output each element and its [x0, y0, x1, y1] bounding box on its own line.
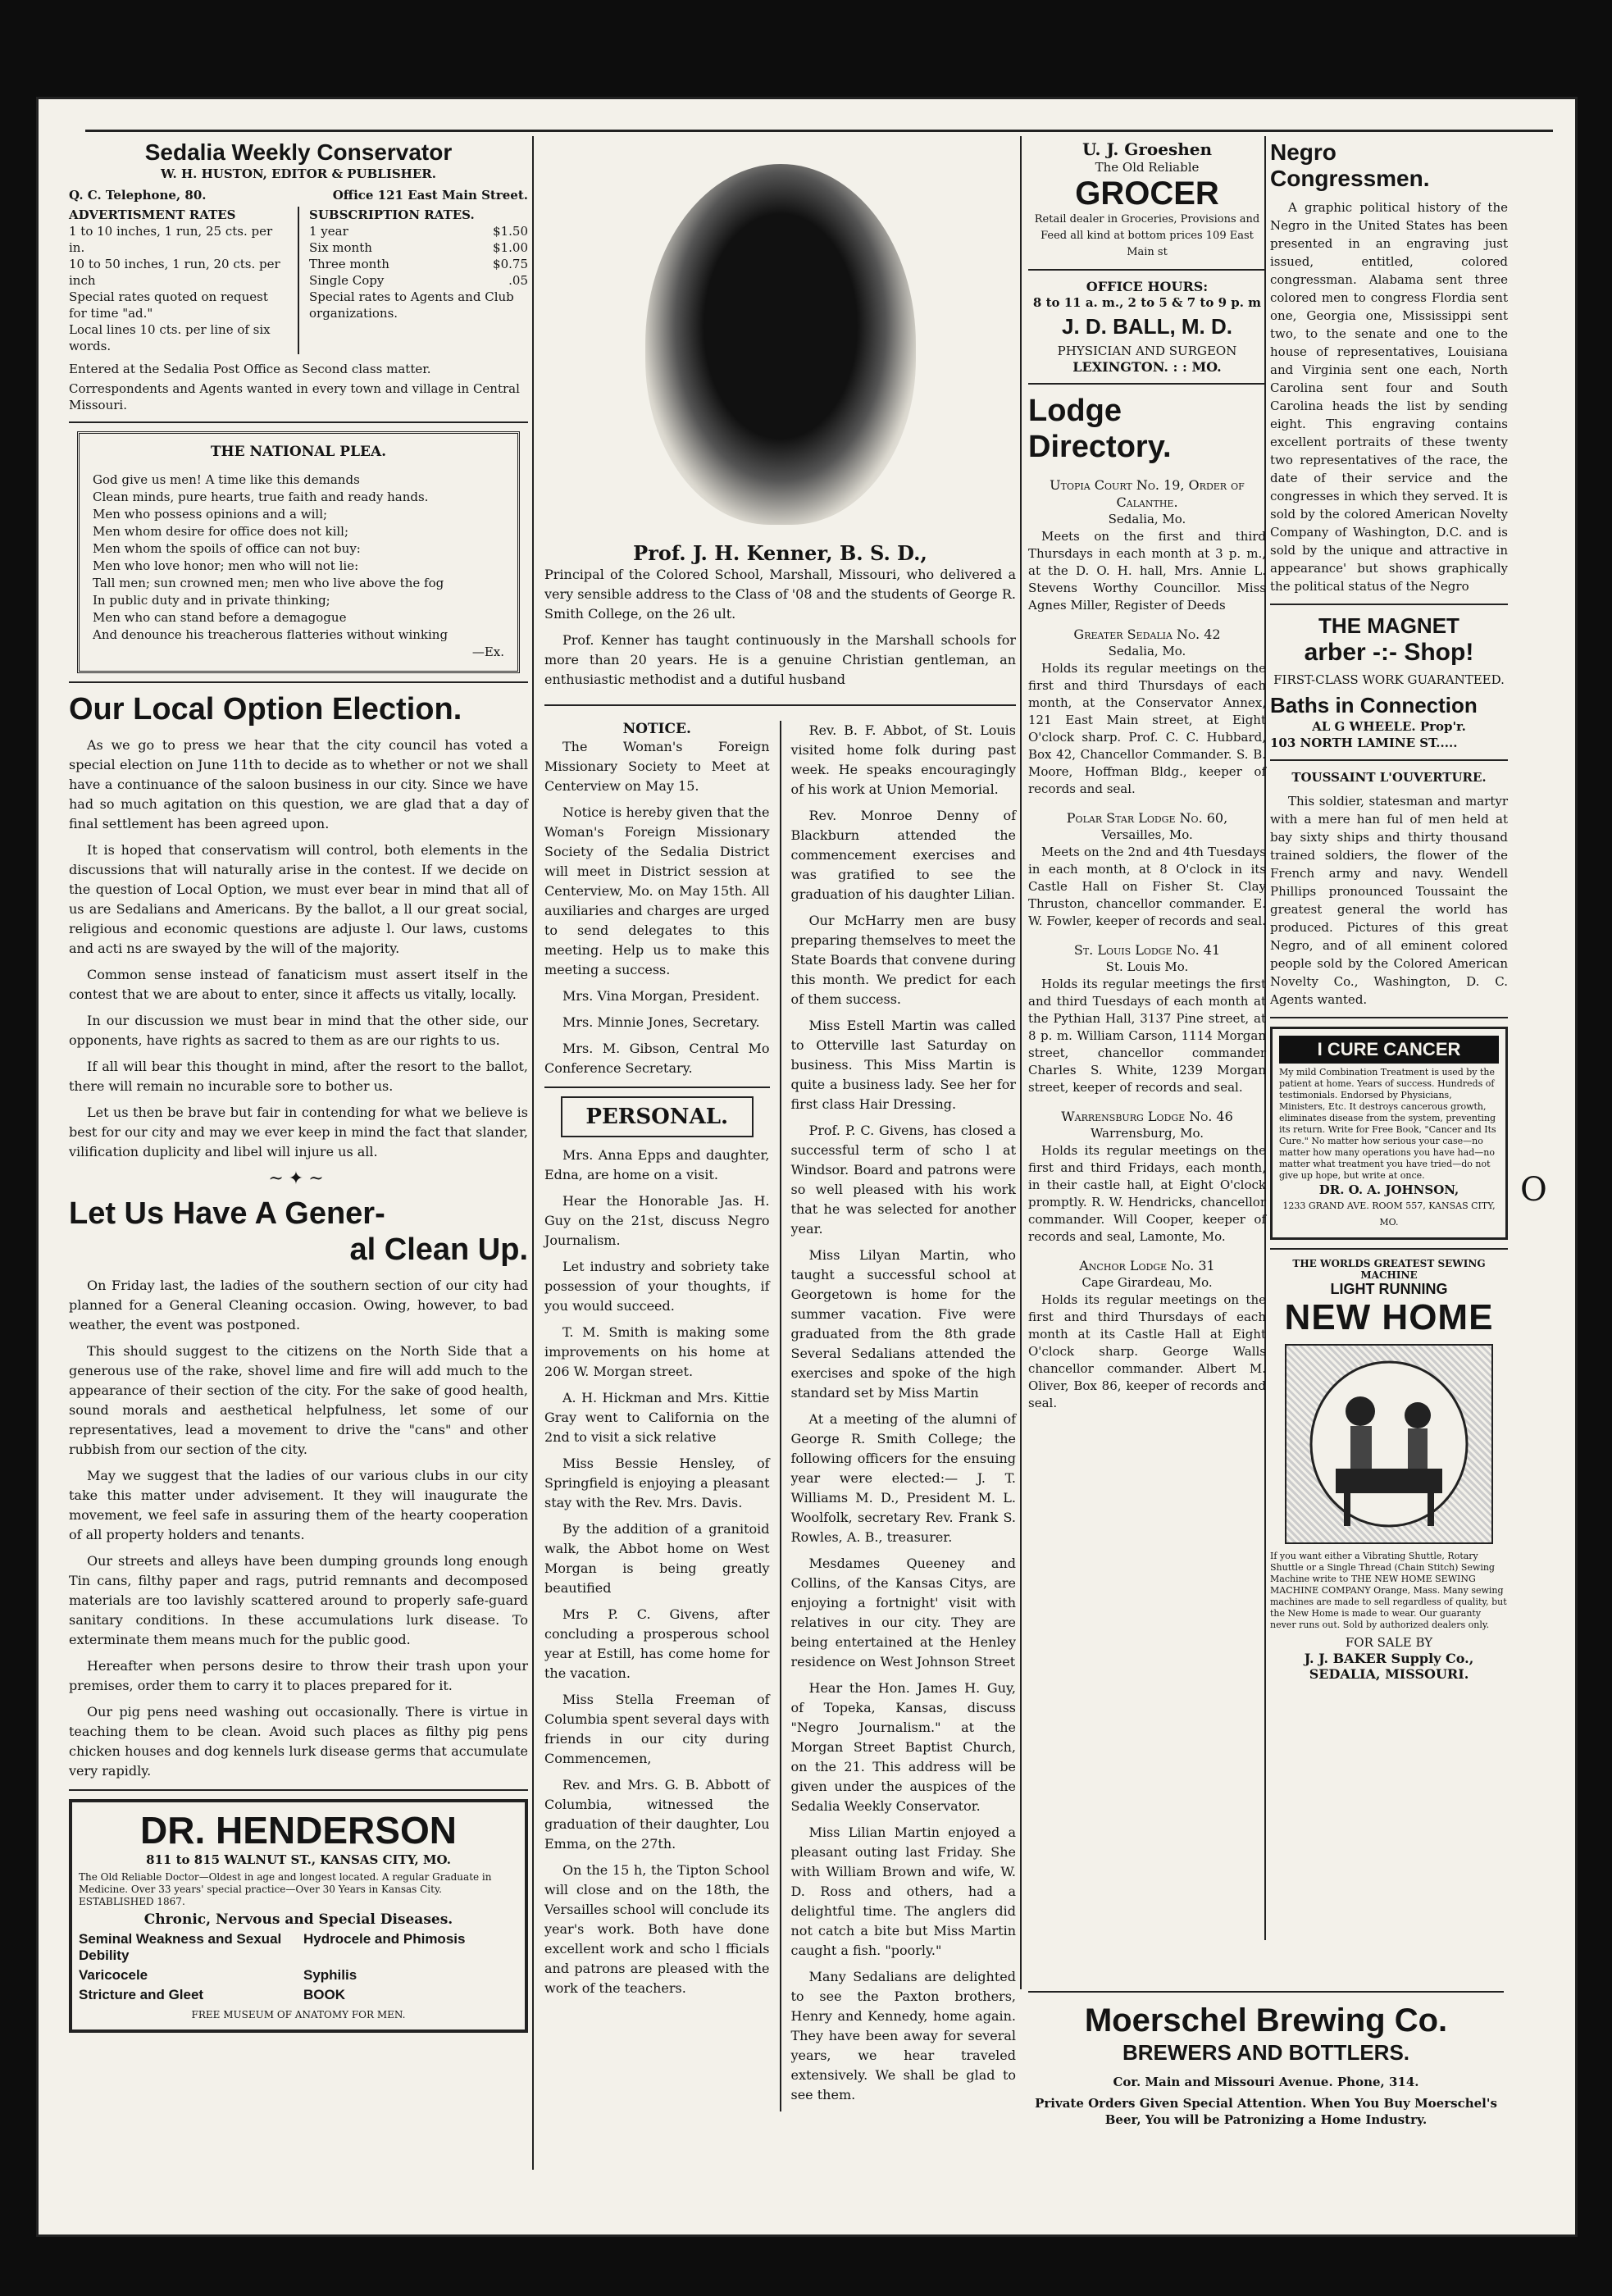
personal-item: Hear the Hon. James H. Guy, of Topeka, Kansas, discuss "Negro Journalism." at the Morgan Street Baptist Church, on the 21. This address will be given under the auspices of the Sedalia Weekly Conservator.	[790, 1680, 1016, 1814]
lodge-text: Holds its regular meetings on the first and third Fridays, each month, in their castle hall, at Eight O'clock promptly. R. W. Hendricks, chancellor commander. Will Cooper, keeper of records and seal, Lamonte, Mo.	[1028, 1143, 1266, 1244]
adv-rate-line: Special rates quoted on request for time "ad."	[69, 289, 268, 321]
lodge-entry	[1028, 1257, 1266, 1412]
personal-item: Our McHarry men are busy preparing themselves to meet the State Boards that convene during this month. We predict for each of them success.	[790, 913, 1016, 1007]
sub-rate-note: Special rates to Agents and Club organizations.	[309, 289, 514, 321]
henderson-lead: The Old Reliable Doctor—Oldest in age and longest located. A regular Graduate in Medicine. Over 33 years' special practice—Over 30 Years in Kansas City. ESTABLISHED 1867.	[79, 1871, 492, 1907]
personal-item: On the 15 h, the Tipton School will close and on the 18th, the Versailles school will conclude its year's work. Both have done excellent work and scho l fficials and patrons are pleased with the work of the teachers.	[544, 1862, 770, 1996]
poem-line: Clean minds, pure hearts, true faith and ready hands.	[93, 490, 429, 504]
article-paragraph: If all will bear this thought in mind, after the resort to the ballot, there will remain no incurable sore to bother us.	[69, 1059, 528, 1094]
barber-baths: Baths in Connection	[1270, 693, 1478, 718]
personal-heading: PERSONAL.	[561, 1096, 754, 1137]
local-option-headline: Our Local Option Election.	[69, 692, 462, 727]
barber-ad	[1270, 613, 1508, 751]
article-paragraph: On Friday last, the ladies of the southern section of our city had planned for a General Cleaning occasion. Owing, however, to bad weather, the event was postponed.	[69, 1278, 528, 1332]
personal-item: Rev. Monroe Denny of Blackburn attended the commencement exercises and was gratified to see the graduation of his daughter Lilian.	[790, 808, 1016, 902]
lodge-directory	[1028, 393, 1266, 1412]
newhome-banner: THE WORLDS GREATEST SEWING MACHINE	[1292, 1258, 1486, 1281]
lodge-entry	[1028, 809, 1266, 930]
lodge-name: Polar Star Lodge No. 60,	[1066, 810, 1228, 826]
column-4	[1270, 139, 1508, 1682]
newhome-brand: NEW HOME	[1284, 1297, 1494, 1337]
personal-item: Hear the Honorable Jas. H. Guy on the 21st, discuss Negro Journalism.	[544, 1193, 770, 1248]
henderson-item: Stricture and Gleet	[79, 1987, 204, 2002]
grocer-ad	[1028, 139, 1266, 261]
masthead-office: Office 121 East Main Street.	[332, 188, 528, 203]
poem-line: In public duty and in private thinking;	[93, 593, 330, 608]
kenner-text: Principal of the Colored School, Marshall, Missouri, who delivered a very sensible address to the Class of '08 and the students of George R. Smith College, on the 26 ult.	[544, 567, 1016, 622]
lodge-place: Cape Girardeau, Mo.	[1081, 1275, 1213, 1290]
lodge-name: Greater Sedalia No. 42	[1073, 626, 1221, 642]
newhome-text: If you want either a Vibrating Shuttle, Rotary Shuttle or a Single Thread (Chain Stitch) Sewing Machine write to THE NEW HOME SEWING MACHINE COMPANY Orange, Mass. Many sewing machines are made to sell regardless of quality, but the New Home is made to wear. Our guaranty never runs out. Sold by authorized dealers only.	[1270, 1551, 1507, 1630]
lodge-place: Sedalia, Mo.	[1108, 512, 1186, 526]
masthead-title: Sedalia Weekly Conservator	[144, 139, 453, 165]
lodge-place: St. Louis Mo.	[1105, 959, 1189, 974]
sewing-machine-illustration	[1285, 1344, 1493, 1544]
grocer-tag: The Old Reliable	[1095, 160, 1200, 175]
lodge-place: Sedalia, Mo.	[1108, 644, 1186, 658]
personal-item: Prof. P. C. Givens, has closed a successful term of scho l at Windsor. Board and patrons were so well pleased with his work that he was selected for another year.	[790, 1123, 1016, 1237]
poem-line: Men whom desire for office does not kill;	[93, 524, 349, 539]
congressmen-heading-1: Negro	[1270, 139, 1337, 165]
toussaint-text: This soldier, statesman and martyr with a mere han ful of men held at bay sixty ships and thirty thousand trained soldiers, the flower of the French army and navy. Wendell Phillips pronounced Toussaint the greatest general the world has produced. Pictures of this great Negro, and of all eminent colored people sold by the Colored American Novelty Co., Washington, D. C. Agents wanted.	[1270, 794, 1508, 1007]
notice-officer: Mrs. Vina Morgan, President.	[562, 988, 760, 1004]
sub-rate-price: $0.75	[493, 257, 528, 271]
personal-item: Miss Estell Martin was called to Otterville last Saturday on business. This Miss Martin is quite a business lady. See her for first class Hair Dressing.	[790, 1018, 1016, 1112]
notice-column	[544, 721, 770, 2112]
doctor-hours: 8 to 11 a. m., 2 to 5 & 7 to 9 p. m	[1032, 295, 1262, 310]
notice-heading: NOTICE.	[622, 721, 691, 737]
article-paragraph: May we suggest that the ladies of our various clubs in our city take this matter under advisement. It they will inaugurate the movement, we feel safe in assuring them of the hearty cooperation of all property holders and tenants.	[69, 1468, 528, 1542]
doctor-hours-title: OFFICE HOURS:	[1086, 279, 1209, 294]
national-plea-box	[77, 431, 520, 673]
sub-rates-heading: SUBSCRIPTION RATES.	[309, 207, 475, 222]
sub-rate-label: 1 year	[309, 224, 348, 239]
personal-item: Mesdames Queeney and Collins, of the Kansas Citys, are enjoying a fortnight' visit with relatives in our city. They are being entertained at the Henley residence on West Johnson Street	[790, 1556, 1016, 1670]
lodge-entry	[1028, 1108, 1266, 1246]
cleanup-headline-1: Let Us Have A Gener-	[69, 1196, 385, 1231]
henderson-footer: FREE MUSEUM OF ANATOMY FOR MEN.	[191, 2009, 406, 2020]
poem-line: Men whom the spoils of office can not buy:	[93, 541, 361, 556]
henderson-address: 811 to 815 WALNUT ST., KANSAS CITY, MO.	[146, 1852, 451, 1867]
agents-notice: Correspondents and Agents wanted in every town and village in Central Missouri.	[69, 381, 520, 412]
personal-column-right	[791, 721, 1017, 2112]
lodge-name: St. Louis Lodge No. 41	[1073, 942, 1221, 958]
top-rule	[85, 130, 1553, 132]
doctor-city: LEXINGTON. : : MO.	[1072, 359, 1222, 375]
lodge-heading-1: Lodge	[1028, 394, 1122, 428]
column-rule-2	[1020, 136, 1022, 1989]
congressmen-text: A graphic political history of the Negro in the United States has been presented in an engraving just issued, entitled, colored congressman. Alabama sent three colored men to congress Flordia sent one, Georgia one, Mississippi sent two, to the senate and one to the house of representatives, Louisiana and Virginia sent one each, North Carolina sent four and South Carolina heads the list by sending eight. This engraving contains excellent portraits of these twenty two representatives of the race, the date of their service and the congresses in which they served. It is sold by the colored American Novelty Company of Washington, D.C. and is sold by the unique and attractive in appearance' but shows graphically the political status of the Negro	[1270, 200, 1508, 594]
article-paragraph: This should suggest to the citizens on the North Side that a generous use of the rake, shovel lime and fire will add much to the appearance of their section of the city. For the sake of good health, sound morals and aesthetical helpfulness, let some of our representatives, lead a movement to drive the "cans" and other rubbish from our section of the city.	[69, 1343, 528, 1457]
column-3	[1028, 139, 1266, 1424]
barber-prop: AL G WHEELE. Prop'r.	[1312, 719, 1466, 734]
lodge-entry	[1028, 626, 1266, 798]
notice-paragraph: The Woman's Foreign Missionary Society to Meet at Centerview on May 15.	[544, 739, 770, 794]
henderson-ad	[69, 1799, 528, 2033]
column-2	[544, 139, 1016, 2112]
personal-item: A. H. Hickman and Mrs. Kittie Gray went to California on the 2nd to visit a sick relative	[544, 1390, 770, 1445]
personal-item: Mrs P. C. Givens, after concluding a prosperous school year at Estill, has come home for the vacation.	[544, 1606, 770, 1681]
poem-line: Men who love honor; men who will not lie:	[93, 558, 359, 573]
cancer-ad	[1270, 1027, 1508, 1240]
sub-rates	[309, 207, 528, 354]
lodge-text: Meets on the 2nd and 4th Tuesdays in each month, at 8 O'clock in its Castle Hall on Fisher St. Clay Thruston, chancellor commander. E. W. Fowler, keeper of records and seal.	[1028, 845, 1266, 928]
adv-rate-line: Local lines 10 cts. per line of six words.	[69, 322, 271, 353]
poem-line: God give us men! A time like this demands	[93, 472, 360, 487]
lodge-name: Warrensburg Lodge No. 46	[1061, 1109, 1233, 1124]
toussaint-heading: TOUSSAINT L'OUVERTURE.	[1291, 770, 1487, 785]
brewing-note: Private Orders Given Special Attention. When You Buy Moerschel's Beer, You will be Patronizing a Home Industry.	[1035, 2096, 1497, 2127]
adv-rate-line: 10 to 50 inches, 1 run, 20 cts. per inch	[69, 257, 280, 288]
margin-mark: O	[1520, 1171, 1547, 1209]
newhome-light: LIGHT RUNNING	[1330, 1281, 1448, 1297]
sub-rate-label: Single Copy	[309, 273, 385, 288]
personal-item: Miss Lilian Martin enjoyed a pleasant outing last Friday. She with William Brown and wife, W. D. Ross and others, had a delightful time. The anglers did not catch a bite but Miss Martin caught a fish. "poorly."	[790, 1824, 1016, 1958]
article-paragraph: Let us then be brave but fair in contending for what we believe is best for our city and may we ever keep in mind the fact that slander, vilification duplicity and libel will injure us all.	[69, 1105, 528, 1159]
newhome-city: SEDALIA, MISSOURI.	[1309, 1666, 1469, 1682]
lodge-name: Anchor Lodge No. 31	[1079, 1258, 1215, 1273]
brewing-ad	[1028, 1983, 1504, 2128]
newhome-for-sale: FOR SALE BY	[1345, 1635, 1433, 1650]
personal-item: Rev. and Mrs. G. B. Abbott of Columbia, witnessed the graduation of their daughter, Lou Emma, on the 27th.	[544, 1777, 770, 1852]
barber-title: THE MAGNET	[1318, 613, 1459, 638]
henderson-name: DR. HENDERSON	[140, 1809, 457, 1852]
newhome-dealer: J. J. BAKER Supply Co.,	[1304, 1651, 1474, 1666]
personal-item: Mrs. Anna Epps and daughter, Edna, are home on a visit.	[544, 1147, 770, 1182]
personal-item: Many Sedalians are delighted to see the Paxton brothers, Henry and Kennedy, home again. They have been away for several years, we hear traveled extensively. We shall be glad to see them.	[790, 1969, 1016, 2102]
column-1	[69, 139, 528, 2033]
personal-item: By the addition of a granitoid walk, the Abbot home on West Morgan is being greatly beautified	[544, 1521, 770, 1596]
poem-line: Men who can stand before a demagogue	[93, 610, 347, 625]
cancer-heading: I CURE CANCER	[1279, 1036, 1499, 1064]
barber-subtitle: arber -:- Shop!	[1304, 639, 1474, 666]
lodge-text: Holds its regular meetings on the first and third Thursdays of each month at its Castle Hall at Eight O'clock sharp. George Walls chancellor commander. Albert M. Oliver, Box 86, keeper of records and seal.	[1028, 1292, 1266, 1410]
henderson-item: Hydrocele and Phimosis	[303, 1931, 466, 1947]
poem-credit: —Ex.	[471, 645, 504, 659]
grocer-lines: Retail dealer in Groceries, Provisions and Feed all kind at bottom prices 109 East Main st	[1034, 213, 1260, 258]
barber-guarantee: FIRST-CLASS WORK GUARANTEED.	[1273, 672, 1505, 687]
article-paragraph: In our discussion we must bear in mind that the other side, our opponents, have rights as sacred to them as are our rights to us.	[69, 1013, 528, 1048]
grocer-title: GROCER	[1075, 175, 1219, 212]
article-paragraph: Our pig pens need washing out occasionally. There is virtue in teaching them to be clean. Avoid such places as filthy pig pens chicken houses and dog kennels lurk disease germs that accumulate very rapidly.	[69, 1704, 528, 1779]
article-paragraph: Our streets and alleys have been dumping grounds long enough Tin cans, filthy paper and rags, putrid remnants and decomposed materials are too lavishly scattered around to properly safe-guard sanitary conditions. In these accumulations lurk disease. To exterminate them means much for the public good.	[69, 1553, 528, 1647]
brewing-name: Moerschel Brewing Co.	[1084, 2002, 1448, 2039]
personal-item: Miss Lilyan Martin, who taught a successful school at Georgetown is home for the summer vacation. Five were graduated from the 8th grade Several Sedalians attended the exercises and spoke of the high standard set by Miss Martin	[790, 1247, 1016, 1401]
personal-item: T. M. Smith is making some improvements on his home at 206 W. Morgan street.	[544, 1324, 770, 1379]
personal-item: Miss Stella Freeman of Columbia spent several days with friends in our city during Commencemen,	[544, 1692, 770, 1766]
adv-rates-heading: ADVERTISMENT RATES	[69, 207, 236, 222]
lodge-entry	[1028, 941, 1266, 1096]
lodge-place: Warrensburg, Mo.	[1090, 1126, 1204, 1141]
sub-rate-label: Six month	[309, 240, 372, 255]
kenner-portrait	[645, 164, 916, 525]
personal-item: Rev. B. F. Abbot, of St. Louis visited home folk during past week. He speaks encouragingly of his work at Union Memorial.	[790, 722, 1016, 797]
brewing-address: Cor. Main and Missouri Avenue. Phone, 314.	[1113, 2075, 1419, 2089]
national-plea-title: THE NATIONAL PLEA.	[210, 444, 387, 460]
sub-rate-price: $1.00	[493, 240, 528, 255]
notice-officer: Mrs. Minnie Jones, Secretary.	[562, 1014, 760, 1030]
henderson-item: BOOK	[303, 1987, 345, 2002]
lodge-name: Utopia Court No. 19, Order of Calanthe.	[1050, 477, 1245, 510]
sub-rate-price: .05	[508, 273, 528, 288]
doctor-ad	[1028, 279, 1266, 375]
poem-line: And denounce his treacherous flatteries without winking	[93, 627, 449, 642]
lodge-heading-2: Directory.	[1028, 430, 1172, 464]
cleanup-headline-2: al Clean Up.	[349, 1232, 528, 1267]
cancer-text: My mild Combination Treatment is used by the patient at home. Years of success. Hundreds of testimonials. Endorsed by Physicians, Ministers, Etc. It destroys cancerous growth, eliminates disease from the system, preventing its return. Write for Free Book, "Cancer and Its Cure." No matter how serious your case—no matter how many operations you have had—no matter what treatment you have tried—do not give up hope, but write at once.	[1279, 1067, 1496, 1181]
newspaper-page	[36, 97, 1578, 2237]
congressmen-heading-2: Congressmen.	[1270, 166, 1430, 191]
notice-paragraph: Notice is hereby given that the Woman's Foreign Missionary Society of the Sedalia District will meet in District session at Centerview, Mo. on May 15th. All auxiliaries and charges are urged to send delegates to this meeting. Help us to make this meeting a success.	[544, 804, 770, 977]
article-paragraph: Hereafter when persons desire to throw their trash upon your premises, order them to carry it to places prepared for it.	[69, 1658, 528, 1693]
national-plea-poem	[93, 472, 504, 661]
poem-line: Men who possess opinions and a will;	[93, 507, 328, 522]
grocer-owner: U. J. Groeshen	[1081, 139, 1213, 159]
personal-item: At a meeting of the alumni of George R. Smith College; the following officers for the ensuing year were elected:— J. T. Williams M. D., President M. L. Woolfolk, secretary Rev. Frank S. Rowles, A. B., treasurer.	[790, 1411, 1016, 1545]
masthead-telephone: Q. C. Telephone, 80.	[69, 188, 207, 203]
adv-rate-line: 1 to 10 inches, 1 run, 25 cts. per in.	[69, 224, 273, 255]
lodge-text: Meets on the first and third Thursdays in each month at 3 p. m., at the D. O. H. hall, Mrs. Annie L. Stevens Worthy Councillor. Miss Agnes Miller, Register of Deeds	[1028, 529, 1266, 613]
poem-line: Tall men; sun crowned men; men who live above the fog	[93, 576, 444, 590]
entered-notice: Entered at the Sedalia Post Office as Second class matter.	[69, 362, 431, 376]
toussaint-article	[1270, 769, 1508, 1009]
brewing-tagline: BREWERS AND BOTTLERS.	[1122, 2040, 1410, 2065]
lodge-entry	[1028, 476, 1266, 614]
adv-rates	[69, 207, 288, 354]
doctor-title: PHYSICIAN AND SURGEON	[1057, 344, 1237, 358]
masthead-editor: W. H. HUSTON, EDITOR & PUBLISHER.	[161, 166, 436, 181]
personal-item: Let industry and sobriety take possession of your thoughts, if you would succeed.	[544, 1259, 770, 1314]
cleanup-article	[69, 1196, 528, 1781]
article-paragraph: As we go to press we hear that the city council has voted a special election on June 11th to decide as to whether or not we shall have a continuance of the saloon business in our city. Since we have had so much agitation on this question, we are glad that a day of final settlement has been agreed upon.	[69, 737, 528, 831]
article-paragraph: Common sense instead of fanaticism must assert itself in the contest that we are about to enter, since it affects us vitally, locally.	[69, 967, 528, 1002]
congressmen-article	[1270, 139, 1508, 595]
lodge-text: Holds its regular meetings on the first and third Thursdays of each month, at the Conservator Annex, 121 East Main street, at Eight O'clock sharp. Prof. C. C. Hubbard, Box 42, Chancellor Commander. S. B. Moore, Hoffman Bldg., keeper of records and seal.	[1028, 661, 1266, 796]
column-rule-1	[532, 136, 534, 2170]
sub-rate-label: Three month	[309, 257, 389, 271]
newhome-ad	[1270, 1258, 1508, 1682]
lodge-place: Versailles, Mo.	[1101, 827, 1193, 842]
sub-rate-price: $1.50	[493, 224, 528, 239]
kenner-text: Prof. Kenner has taught continuously in the Marshall schools for more than 20 years. He is a genuine Christian gentleman, an enthusiastic methodist and a dutiful husband	[544, 632, 1016, 687]
henderson-item: Seminal Weakness and Sexual Debility	[79, 1931, 282, 1963]
kenner-caption: Prof. J. H. Kenner, B. S. D.,	[633, 541, 927, 565]
cancer-signature: DR. O. A. JOHNSON,	[1318, 1182, 1459, 1197]
barber-address: 103 NORTH LAMINE ST.....	[1270, 736, 1458, 750]
henderson-specialty: Chronic, Nervous and Special Diseases.	[143, 1911, 453, 1928]
personal-item: Miss Bessie Hensley, of Springfield is enjoying a pleasant stay with the Rev. Mrs. Davis.	[544, 1456, 770, 1510]
article-paragraph: It is hoped that conservatism will control, both elements in the discussions that will naturally arise in the contest. If we decide on the question of Local Option, we must ever bear in mind that all of us are Sedalians and Americans. By the ballot, a ll our great social, religious and economic questions are adjuste l. Our laws, customs and acti ns are swayed by the will of the majority.	[69, 842, 528, 956]
henderson-item: Syphilis	[303, 1967, 357, 1983]
lodge-text: Holds its regular meetings the first and third Tuesdays of each month at the Pythian Hall, 3137 Pine street, at 8 p. m. William Carson, 1114 Morgan street, chancellor commander Charles S. White, 1239 Morgan street, keeper of records and seal.	[1028, 977, 1266, 1095]
masthead	[69, 139, 528, 413]
doctor-name: J. D. BALL, M. D.	[1062, 314, 1232, 339]
local-option-article	[69, 691, 528, 1162]
ornament-divider: ~✦~	[268, 1168, 329, 1189]
notice-officer: Mrs. M. Gibson, Central Mo Conference Secretary.	[544, 1041, 770, 1076]
henderson-item: Varicocele	[79, 1967, 148, 1983]
cancer-address: 1233 GRAND AVE. ROOM 557, KANSAS CITY, MO.	[1282, 1200, 1496, 1228]
